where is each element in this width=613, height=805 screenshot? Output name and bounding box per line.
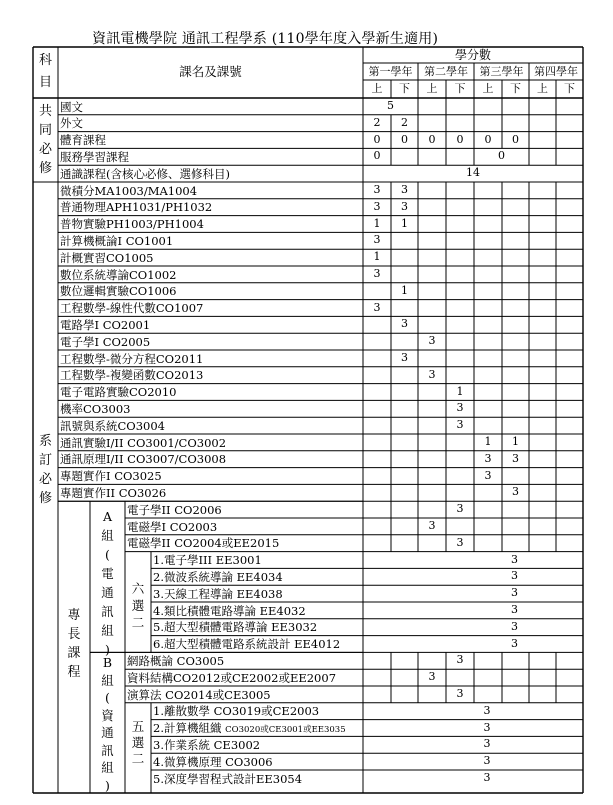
course-name: 服務學習課程 <box>60 149 129 164</box>
credit-value: 3 <box>401 317 408 331</box>
category-track-courses: 專 長 課 程 <box>67 608 81 681</box>
credit-value: 3 <box>484 451 492 465</box>
credit-value: 3 <box>511 552 518 566</box>
credit-value: 3 <box>511 586 518 600</box>
credit-value: 3 <box>511 619 518 633</box>
course-name: 電子電路實驗CO2010 <box>60 385 177 400</box>
course-name: 計算機概論I CO1001 <box>60 233 174 248</box>
credit-value: 1 <box>401 216 408 230</box>
course-name: 3.作業系統 CE3002 <box>153 737 261 752</box>
group-b-pick-label: 五 選 二 <box>131 718 145 766</box>
credit-value: 3 <box>456 653 464 667</box>
course-name: 1.電子學III EE3001 <box>153 553 262 568</box>
category-dept-required: 系 訂 必 修 <box>38 434 52 506</box>
credit-value: 0 <box>484 132 492 146</box>
course-name: 電磁學II CO2004或EE2015 <box>127 536 280 551</box>
credit-value: 1 <box>373 216 381 230</box>
credit-value: 3 <box>511 603 518 616</box>
course-name: 4.類比積體電路導論 EE4032 <box>153 603 306 618</box>
term-header: 下 <box>564 82 575 95</box>
course-name: 通訊實驗I/II CO3001/CO3002 <box>60 435 227 450</box>
credit-value: 3 <box>373 233 381 247</box>
credit-value: 3 <box>401 199 408 213</box>
credit-value: 0 <box>373 132 381 146</box>
course-name: 機率CO3003 <box>60 401 131 416</box>
course-name: 通訊原理I/II CO3007/CO3008 <box>60 452 227 467</box>
course-name: 工程數學-線性代數CO1007 <box>60 301 204 316</box>
course-name: 演算法 CO2014或CE3005 <box>127 687 271 702</box>
course-name: 工程數學-複變函數CO2013 <box>60 368 204 383</box>
credit-value: 3 <box>484 468 492 482</box>
term-header: 上 <box>537 82 548 95</box>
credit-value: 3 <box>483 771 491 784</box>
credit-value: 1 <box>456 384 464 398</box>
course-name: 2.微波系統導論 EE4034 <box>153 569 283 584</box>
course-name: 訊號與系統CO3004 <box>60 418 165 433</box>
credit-value: 3 <box>512 485 519 499</box>
course-name-header: 課名及課號 <box>179 64 242 79</box>
group-a-pick-label: 六 選 二 <box>131 580 145 630</box>
group-a-label: A 組 ( 電 通 訊 組 ) <box>101 509 114 658</box>
credit-value: 3 <box>456 502 464 516</box>
term-header: 下 <box>454 82 466 95</box>
course-name: 5.超大型積體電路導論 EE3032 <box>153 620 318 635</box>
credit-value: 0 <box>428 132 436 146</box>
course-name: 國文 <box>60 99 83 114</box>
term-header: 下 <box>399 82 410 95</box>
category-common-required: 共 同 必 修 <box>38 104 52 176</box>
group-b-label: B 組 ( 資 通 訊 組 ) <box>101 655 114 793</box>
course-code-note: CO3020或CE3001或EE3035 <box>225 725 346 736</box>
course-name: 電路學I CO2001 <box>60 317 151 332</box>
credit-value: 3 <box>483 720 491 734</box>
year-header: 第三學年 <box>479 65 524 78</box>
credit-value: 3 <box>483 703 491 717</box>
credit-value: 1 <box>512 435 519 448</box>
course-name: 2.計算機組織 CO3020或CE3001或EE3035 <box>153 721 346 736</box>
credit-value: 1 <box>401 283 408 297</box>
credit-value: 3 <box>483 737 491 751</box>
credit-value: 3 <box>428 367 436 381</box>
course-name: 資料結構CO2012或CE2002或EE2007 <box>127 670 337 685</box>
credit-value: 1 <box>484 435 492 448</box>
term-header: 下 <box>510 82 521 95</box>
credit-value: 0 <box>512 132 519 146</box>
course-name: 網路概論 CO3005 <box>127 653 225 668</box>
course-name: 電子學I CO2005 <box>60 334 151 349</box>
term-header: 上 <box>482 82 494 95</box>
category-header: 科目 <box>38 53 52 90</box>
credit-value: 3 <box>373 183 381 196</box>
credits-header: 學分數 <box>454 48 491 62</box>
course-name: 通識課程(含核心必修、選修科目) <box>60 166 230 181</box>
course-name: 工程數學-微分方程CO2011 <box>60 351 204 366</box>
credit-value: 2 <box>373 115 381 129</box>
credit-value: 3 <box>456 535 464 549</box>
course-name: 數位邏輯實驗CO1006 <box>60 284 177 299</box>
credit-value: 0 <box>456 132 464 146</box>
credit-value: 3 <box>401 183 408 196</box>
credit-value: 3 <box>373 267 381 280</box>
course-name: 3.天線工程導論 EE4038 <box>153 586 283 601</box>
year-header: 第二學年 <box>424 65 468 78</box>
credit-value: 0 <box>401 132 408 146</box>
course-name: 外文 <box>60 116 83 131</box>
credit-value: 14 <box>466 166 480 180</box>
document-title: 資訊電機學院 通訊工程學系 (110學年度入學新生適用) <box>92 31 439 47</box>
course-name: 4.微算機原理 CO3006 <box>153 754 273 769</box>
course-name: 普物實驗PH1003/PH1004 <box>60 217 204 232</box>
term-header: 上 <box>426 82 438 95</box>
course-name: 計概實習CO1005 <box>60 250 154 265</box>
credit-value: 3 <box>456 687 464 700</box>
year-header: 第一學年 <box>368 65 413 78</box>
credit-value: 3 <box>483 754 491 768</box>
credit-value: 3 <box>456 418 464 432</box>
course-name: 數位系統導論CO1002 <box>60 267 177 282</box>
credit-value: 3 <box>373 300 381 314</box>
course-name: 電磁學I CO2003 <box>127 519 218 534</box>
course-name: 專題實作II CO3026 <box>60 485 167 500</box>
credit-value: 3 <box>428 334 436 348</box>
year-header: 第四學年 <box>534 65 578 78</box>
credit-value: 0 <box>498 149 505 163</box>
credit-value: 5 <box>387 99 394 112</box>
credit-value: 3 <box>428 670 436 684</box>
term-header: 上 <box>371 82 383 95</box>
credit-value: 3 <box>428 519 436 532</box>
credit-value: 0 <box>373 149 381 163</box>
course-name: 體育課程 <box>60 133 106 148</box>
course-name: 5.深度學習程式設計EE3054 <box>153 771 303 786</box>
course-name: 普通物理APH1031/PH1032 <box>60 200 213 215</box>
course-name: 電子學II CO2006 <box>127 502 222 517</box>
credit-value: 3 <box>511 636 518 650</box>
credit-value: 3 <box>511 569 518 583</box>
credit-value: 3 <box>401 351 408 364</box>
credit-value: 3 <box>373 199 381 213</box>
course-name: 微積分MA1003/MA1004 <box>60 183 198 198</box>
course-name: 6.超大型積體電路系統設計 EE4012 <box>153 637 341 652</box>
course-name: 1.離散數學 CO3019或CE2003 <box>153 704 320 719</box>
credit-value: 2 <box>401 115 408 129</box>
credit-value: 1 <box>373 250 381 264</box>
credit-value: 3 <box>512 451 519 465</box>
credit-value: 3 <box>456 401 464 415</box>
course-name: 專題實作I CO3025 <box>60 469 162 484</box>
